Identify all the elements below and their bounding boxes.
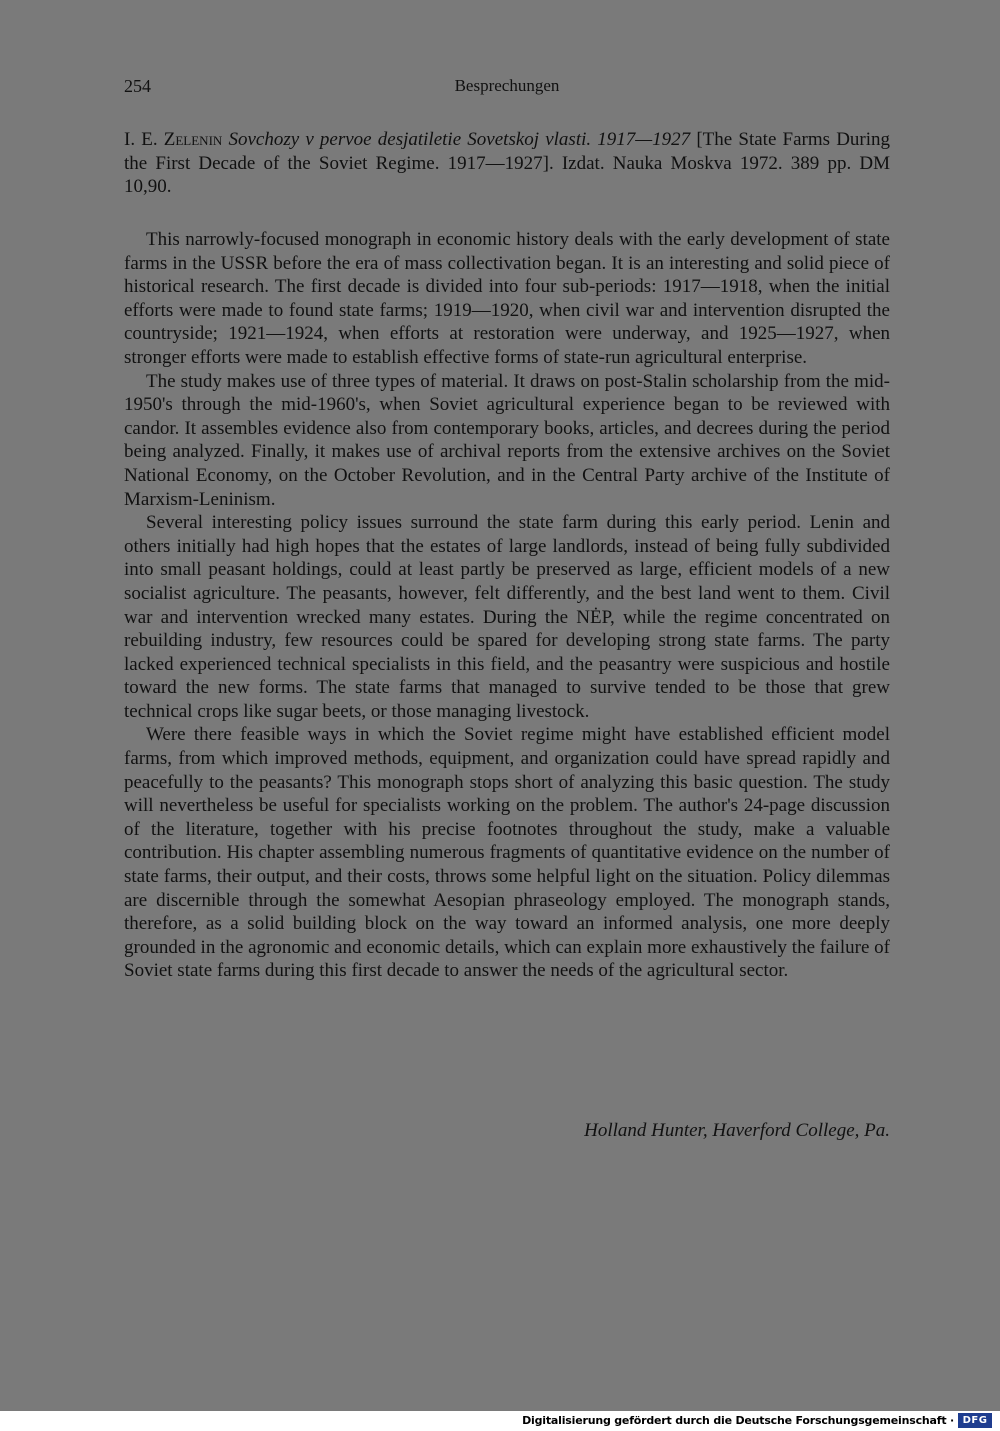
running-title: Besprechungen bbox=[454, 76, 560, 95]
citation-title: Sovchozy v pervoe desjatiletie Sovetskoj vlasti. 1917—1927 bbox=[228, 129, 691, 150]
review-body bbox=[124, 228, 890, 983]
funding-note: Digitalisierung gefördert durch die Deutsche Forschungsgemeinschaft · bbox=[522, 1414, 954, 1427]
citation-author: I. E. Zelenin bbox=[124, 129, 223, 150]
reviewer-signature: Holland Hunter, Haverford College, Pa. bbox=[584, 1120, 890, 1141]
paragraph-3: Several interesting policy issues surround the state farm during this early period. Lenin and others initially had high hopes that the estates of large landlords, instead of being fully subdivided into small peasant holdings, could at least partly be preserved as large, efficient models of a new socialist agriculture. The peasants, however, felt differently, and the best land went to them. Civil war and intervention wrecked many estates. During the NĖP, while the regime concentrated on rebuilding industry, few resources could be spared for developing strong state farms. The party lacked experienced technical specialists in this field, and the peasantry were suspicious and hostile toward the new forms. The state farms that managed to survive tended to be those that grew technical crops like sugar beets, or those managing livestock. bbox=[124, 512, 890, 722]
dfg-logo: DFG bbox=[958, 1413, 992, 1428]
page-header bbox=[124, 76, 890, 102]
digitization-footer bbox=[0, 1411, 1000, 1431]
citation-details: [The State Farms During the First Decade of the Soviet Regime. 1917—1927]. Izdat. Nauka Moskva 1972. 389 pp. DM 10,90. bbox=[124, 129, 891, 197]
paragraph-1: This narrowly-focused monograph in economic history deals with the early development of state farms in the USSR before the era of mass collectivation began. It is an interesting and solid piece of historical research. The first decade is divided into four sub-periods: 1917—1918, when the initial efforts were made to found state farms; 1919—1920, when civil war and intervention disrupted the countryside; 1921—1924, when efforts at restoration were underway, and 1925—1927, when stronger efforts were made to establish effective forms of state-run agricultural enterprise. bbox=[124, 229, 890, 368]
book-citation bbox=[124, 128, 890, 199]
paragraph-2: The study makes use of three types of material. It draws on post-Stalin scholarship from the mid-1950's through the mid-1960's, when Soviet agricultural experience began to be reviewed with candor. It assembles evidence also from contemporary books, articles, and decrees during the period being analyzed. Finally, it makes use of archival reports from the extensive archives on the Soviet National Economy, on the October Revolution, and in the Central Party archive of the Institute of Marxism-Leninism. bbox=[124, 370, 890, 510]
paragraph-4: Were there feasible ways in which the Soviet regime might have established efficient model farms, from which improved methods, equipment, and organization could have spread rapidly and peacefully to the peasants? This monograph stops short of analyzing this basic question. The study will nevertheless be useful for specialists working on the problem. The author's 24-page discussion of the literature, together with his precise footnotes throughout the study, make a valuable contribution. His chapter assembling numerous fragments of quantitative evidence on the number of state farms, their output, and their costs, throws some helpful light on the situation. Policy dilemmas are discernible through the somewhat Aesopian phraseology employed. The monograph stands, therefore, as a solid building block on the way toward an informed analysis, one more deeply grounded in the agronomic and economic details, which can explain more exhaustively the failure of Soviet state farms during this first decade to answer the needs of the agricultural sector. bbox=[124, 724, 890, 982]
page-number: 254 bbox=[124, 76, 151, 96]
